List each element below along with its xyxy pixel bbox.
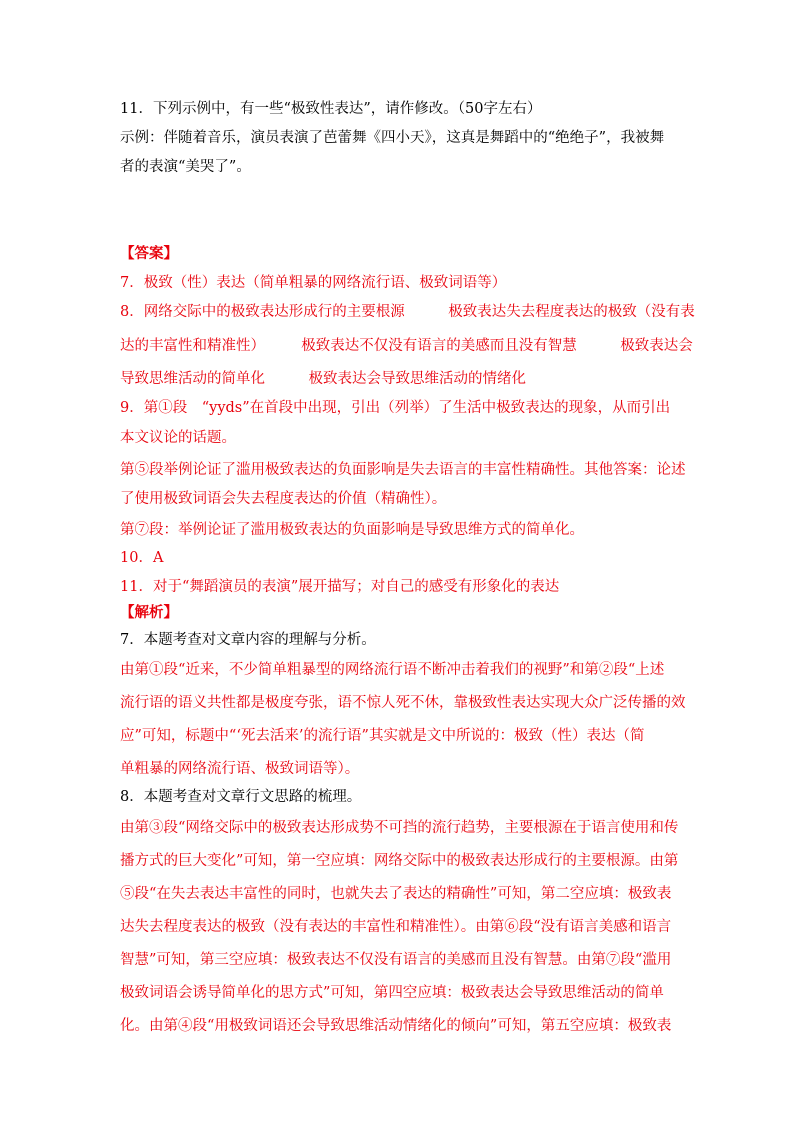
answer-9-line-2: 本文议论的话题。 (120, 430, 236, 446)
analysis-8-line-1: 由第③段“网络交际中的极致表达形成势不可挡的流行趋势，主要根源在于语言使用和传 (120, 820, 679, 836)
analysis-8-title: 8．本题考查对文章行文思路的梳理。 (120, 789, 362, 805)
analysis-7-title: 7．本题考查对文章内容的理解与分析。 (120, 632, 376, 648)
answer-9-line-1: 9．第①段 “yyds”在首段中出现，引出（列举）了生活中极致表达的现象，从而引出 (120, 400, 671, 416)
analysis-8-line-7: 化。由第④段“用极致词语还会导致思维活动情绪化的倾向”可知，第五空应填：极致表 (120, 1018, 672, 1034)
answer-9-line-5: 第⑦段：举例论证了滥用极致表达的负面影响是导致思维方式的简单化。 (120, 522, 584, 538)
answer-header: 【答案】 (120, 245, 178, 262)
analysis-8-line-6: 极致词语会诱导简单化的思方式”可知，第四空应填：极致表达会导致思维活动的简单 (120, 985, 664, 1001)
analysis-8-line-4: 达失去程度表达的极致（没有表达的丰富性和精准性）。由第⑥段“没有语言美感和语言 (120, 919, 672, 935)
answer-10: 10．A (120, 550, 164, 566)
answer-8-line-1: 8．网络交际中的极致表达形成行的主要根源 极致表达失去程度表达的极致（没有表 (120, 304, 695, 320)
analysis-header: 【解析】 (120, 604, 178, 621)
analysis-8-line-2: 播方式的巨大变化”可知，第一空应填：网络交际中的极致表达形成行的主要根源。由第 (120, 853, 679, 869)
question-11-title: 11．下列示例中，有一些“极致性表达”，请作修改。（50字左右） (120, 101, 542, 117)
analysis-7-line-1: 由第①段“近来，不少简单粗暴型的网络流行语不断冲击着我们的视野”和第②段“上述 (120, 662, 665, 678)
answer-9-line-4: 了使用极致词语会失去程度表达的价值（精确性）。 (120, 491, 447, 507)
analysis-8-line-3: ⑤段“在失去表达丰富性的同时，也就失去了表达的精确性”可知，第二空应填：极致表 (120, 886, 672, 902)
analysis-7-line-3: 应”可知，标题中“‘死去活来’的流行语”其实就是文中所说的：极致（性）表达（简 (120, 728, 645, 744)
answer-9-line-3: 第⑤段举例论证了滥用极致表达的负面影响是失去语言的丰富性精确性。其他答案：论述 (120, 462, 686, 478)
analysis-7-line-4: 单粗暴的网络流行语、极致词语等）。 (120, 761, 360, 777)
answer-8-line-3: 导致思维活动的简单化 极致表达会导致思维活动的情绪化 (120, 371, 526, 387)
analysis-7-line-2: 流行语的语义共性都是极度夸张，语不惊人死不休，靠极致性表达实现大众广泛传播的效 (120, 695, 686, 711)
question-11-example-line-1: 示例：伴随着音乐，演员表演了芭蕾舞《四小天》，这真是舞蹈中的“绝绝子”，我被舞 (120, 130, 665, 146)
question-11-example-line-2: 者的表演“美哭了”。 (120, 159, 251, 175)
answer-11: 11．对于“舞蹈演员的表演”展开描写；对自己的感受有形象化的表达 (120, 579, 560, 595)
answer-8-line-2: 达的丰富性和精准性） 极致表达不仅没有语言的美感而且没有智慧 极致表达会 (120, 338, 693, 354)
answer-7: 7．极致（性）表达（简单粗暴的网络流行语、极致词语等） (120, 275, 507, 291)
analysis-8-line-5: 智慧”可知，第三空应填：极致表达不仅没有语言的美感而且没有智慧。由第⑦段“滥用 (120, 952, 672, 968)
